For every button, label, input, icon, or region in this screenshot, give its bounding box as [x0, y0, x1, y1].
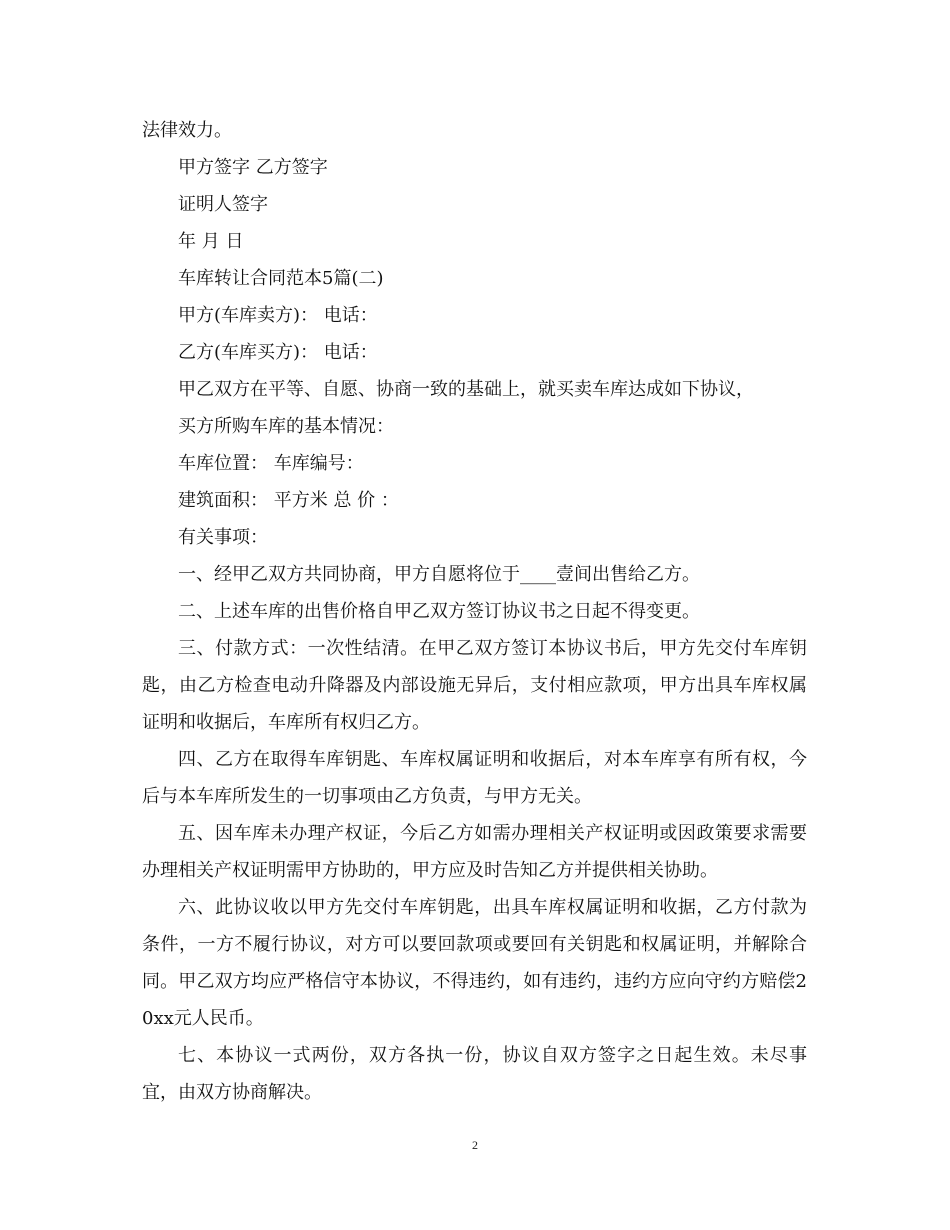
clause-5: 五、因车库未办理产权证，今后乙方如需办理相关产权证明或因政策要求需要办理相关产权证明需甲方协助的，甲方应及时告知乙方并提供相关协助。 [142, 823, 807, 881]
section-title: 车库转让合同范本5篇(二) [178, 268, 384, 289]
paragraph-related-matters: 有关事项： [178, 527, 268, 548]
clause-1: 一、经甲乙双方共同协商，甲方自愿将位于____壹间出售给乙方。 [178, 564, 700, 585]
paragraph-date: 年 月 日 [178, 231, 244, 252]
paragraph-witness-signature: 证明人签字 [178, 194, 268, 215]
paragraph-signatures: 甲方签字 乙方签字 [178, 157, 328, 178]
clause-3: 三、付款方式：一次性结清。在甲乙双方签订本协议书后，甲方先交付车库钥匙，由乙方检查电动升降器及内部设施无异后，支付相应款项，甲方出具车库权属证明和收据后，车库所有权归乙方。 [142, 638, 807, 733]
clause-4: 四、乙方在取得车库钥匙、车库权属证明和收据后，对本车库享有所有权，今后与本车库所发生的一切事项由乙方负责，与甲方无关。 [142, 749, 807, 807]
paragraph-basic-info: 买方所购车库的基本情况： [178, 416, 394, 437]
paragraph-building-area: 建筑面积： 平方米 总 价 ： [178, 490, 399, 511]
paragraph-garage-location: 车库位置： 车库编号： [178, 453, 364, 474]
paragraph-party-b: 乙方(车库买方)： 电话： [178, 342, 378, 363]
paragraph-agreement-intro: 甲乙双方在平等、自愿、协商一致的基础上，就买卖车库达成如下协议， [178, 379, 754, 400]
page-number: 2 [472, 1138, 478, 1152]
paragraph-legal-effect: 法律效力。 [142, 120, 232, 141]
clause-7: 七、本协议一式两份，双方各执一份，协议自双方签字之日起生效。未尽事宜，由双方协商解决。 [142, 1045, 807, 1103]
paragraph-party-a: 甲方(车库卖方)： 电话： [178, 305, 378, 326]
document-body [142, 112, 807, 1111]
clause-6: 六、此协议收以甲方先交付车库钥匙，出具车库权属证明和收据，乙方付款为条件，一方不履行协议，对方可以要回款项或要回有关钥匙和权属证明，并解除合同。甲乙双方均应严格信守本协议，不得违约，如有违约，违约方应向守约方赔偿20xx元人民币。 [142, 897, 807, 1029]
clause-2: 二、上述车库的出售价格自甲乙双方签订协议书之日起不得变更。 [178, 601, 700, 622]
